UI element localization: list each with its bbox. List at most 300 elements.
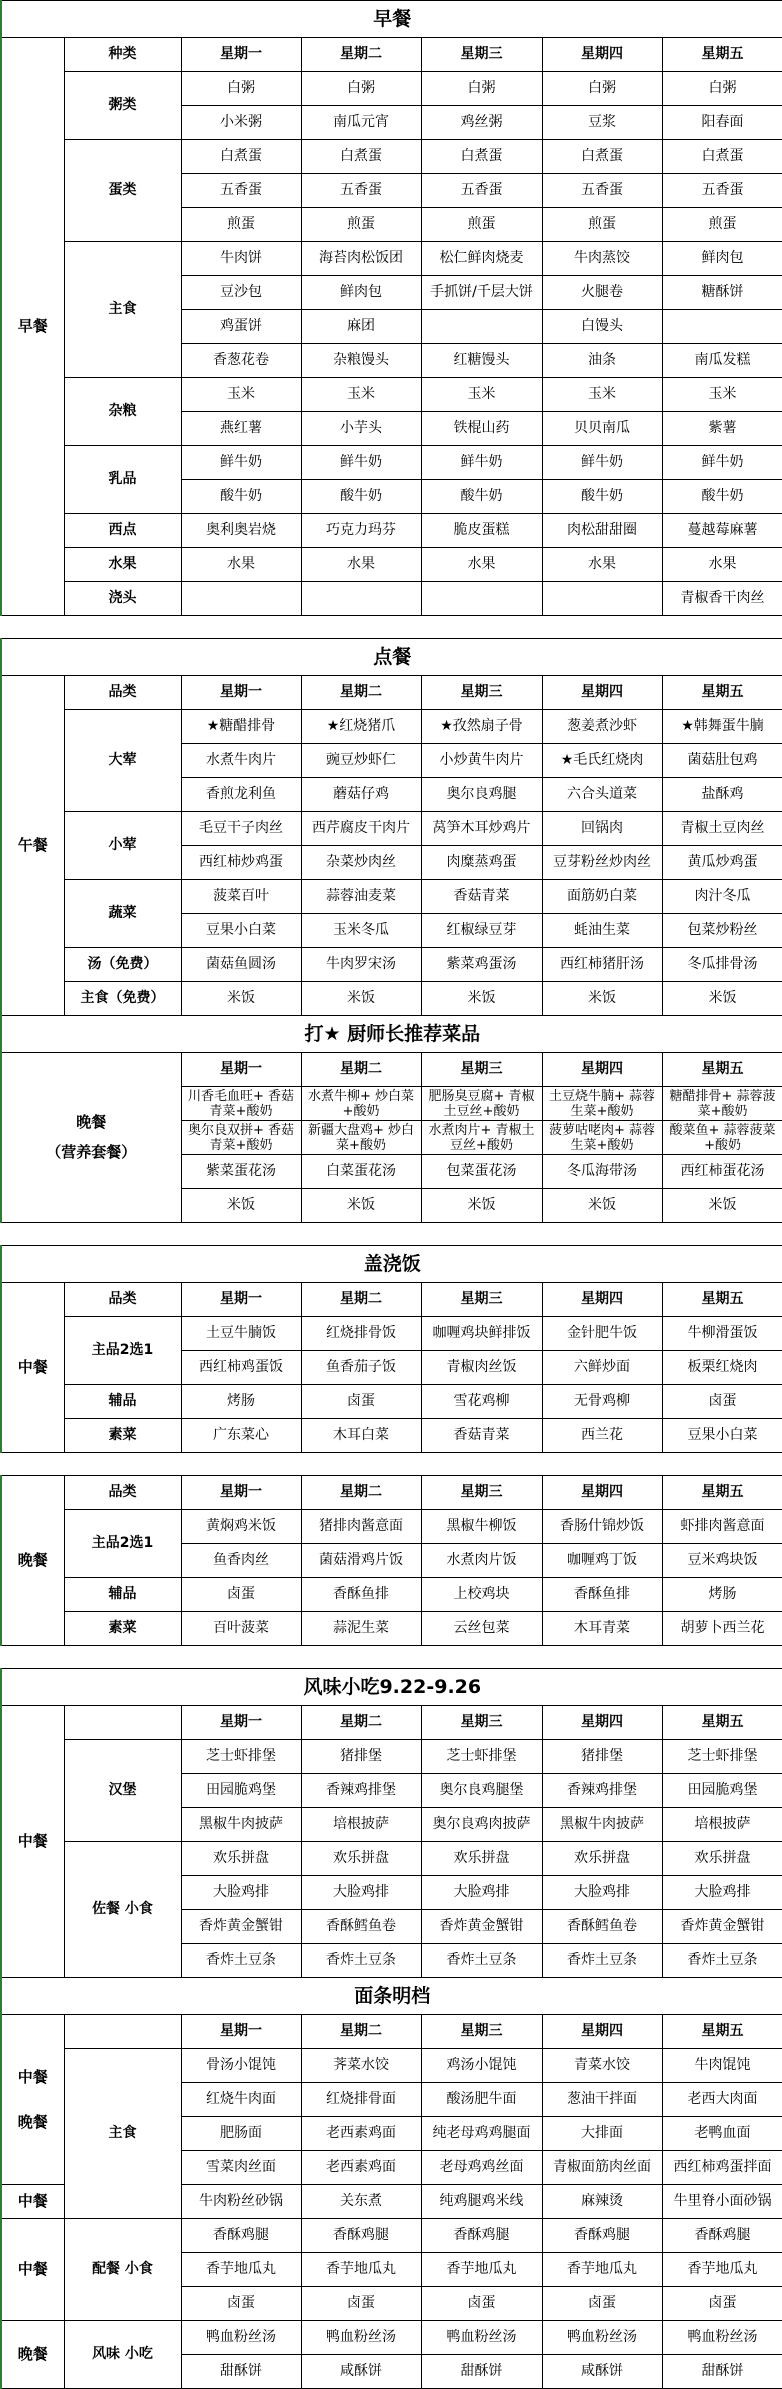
dish-cell: 鲜牛奶	[662, 446, 782, 480]
order-section-title: 点餐	[1, 639, 782, 676]
dish-cell: 红烧排骨饭	[301, 1317, 421, 1351]
dish-cell: 大脸鸡排	[421, 1876, 542, 1910]
day-header-1: 星期一	[181, 1283, 301, 1317]
dish-cell: 糖酥饼	[662, 276, 782, 310]
dish-cell: 米饭	[662, 1189, 782, 1223]
dish-cell: 米饭	[421, 1189, 542, 1223]
table-row	[1, 1419, 782, 1453]
category-noodle-staple: 主食	[64, 2049, 181, 2219]
dish-cell: 五香蛋	[301, 174, 421, 208]
dish-cell: 白粥	[181, 72, 301, 106]
dish-cell: 火腿卷	[542, 276, 662, 310]
dish-cell: 菌菇鱼圆汤	[181, 948, 301, 982]
dish-cell: 煎蛋	[181, 208, 301, 242]
dish-cell: 菌菇滑鸡片饭	[301, 1544, 421, 1578]
dish-cell: 香酥鸡腿	[421, 2219, 542, 2253]
day-header-4: 星期四	[542, 1706, 662, 1740]
table-row	[1, 2219, 782, 2253]
header-row	[1, 676, 782, 710]
dish-cell: 豆米鸡块饭	[662, 1544, 782, 1578]
dish-cell: 香芋地瓜丸	[421, 2253, 542, 2287]
table-row	[1, 2049, 782, 2083]
dish-cell: 香酥鸡腿	[301, 2219, 421, 2253]
rice-bowl-section-title-row	[1, 1246, 782, 1283]
dish-cell: 川香毛血旺+ 香菇青菜+酸奶	[181, 1087, 301, 1121]
dish-cell: 老鸭血面	[662, 2117, 782, 2151]
dish-cell: 白菜蛋花汤	[301, 1155, 421, 1189]
dish-cell: 蚝油生菜	[542, 914, 662, 948]
dish-cell: 香炸土豆条	[542, 1944, 662, 1978]
dish-cell: 欢乐拼盘	[662, 1842, 782, 1876]
dish-cell: 培根披萨	[662, 1808, 782, 1842]
dish-cell: 甜酥饼	[662, 2355, 782, 2389]
dish-cell: 南瓜元宵	[301, 106, 421, 140]
table-row	[1, 582, 782, 616]
dish-cell: 玉米	[301, 378, 421, 412]
rice-bowl-section-title: 盖浇饭	[1, 1246, 782, 1283]
dish-cell: 云丝包菜	[421, 1612, 542, 1646]
dish-cell: 酸菜鱼+ 蒜蓉菠菜+酸奶	[662, 1121, 782, 1155]
dish-cell: 香炸土豆条	[181, 1944, 301, 1978]
dish-cell: 纯老母鸡鸡腿面	[421, 2117, 542, 2151]
table-row	[1, 982, 782, 1016]
day-header-2: 星期二	[301, 1706, 421, 1740]
dish-cell: 白馒头	[542, 310, 662, 344]
dish-cell: 猪排堡	[542, 1740, 662, 1774]
dish-cell: 烤肠	[181, 1385, 301, 1419]
dish-cell: 关东煮	[301, 2185, 421, 2219]
dish-cell: 红烧排骨面	[301, 2083, 421, 2117]
dish-cell: 香酥鸡腿	[662, 2219, 782, 2253]
dish-cell: 培根披萨	[301, 1808, 421, 1842]
dish-cell: 烤肠	[662, 1578, 782, 1612]
meal-dinner-set	[1, 1053, 181, 1223]
table-row	[1, 812, 782, 846]
table-row	[1, 1842, 782, 1876]
dish-cell: 油条	[542, 344, 662, 378]
dish-cell: 小芋头	[301, 412, 421, 446]
dish-cell: 肉汁冬瓜	[662, 880, 782, 914]
dish-cell: 木耳青菜	[542, 1612, 662, 1646]
dish-cell: 水果	[542, 548, 662, 582]
dish-cell: 菠萝咕咾肉+ 蒜蓉生菜+酸奶	[542, 1121, 662, 1155]
dish-cell: 白煮蛋	[421, 140, 542, 174]
dish-cell: 大脸鸡排	[542, 1876, 662, 1910]
dish-cell: 肉松甜甜圈	[542, 514, 662, 548]
category-header: 品类	[64, 1283, 181, 1317]
dish-cell: 咖喱鸡块鲜排饭	[421, 1317, 542, 1351]
dish-cell: 猪排堡	[301, 1740, 421, 1774]
dish-cell: ★韩舞蛋牛腩	[662, 710, 782, 744]
dish-cell: 雪花鸡柳	[421, 1385, 542, 1419]
dish-cell: 五香蛋	[542, 174, 662, 208]
dish-cell: 咸酥饼	[301, 2355, 421, 2389]
dish-cell: 煎蛋	[662, 208, 782, 242]
day-header-2: 星期二	[301, 676, 421, 710]
category-header: 品类	[64, 676, 181, 710]
dish-cell: 香芋地瓜丸	[301, 2253, 421, 2287]
dish-cell: 鲜牛奶	[542, 446, 662, 480]
category-snack-sides: 佐餐 小食	[64, 1842, 181, 1978]
dish-cell: 包菜炒粉丝	[662, 914, 782, 948]
dish-cell: 手抓饼/千层大饼	[421, 276, 542, 310]
dish-cell: 五香蛋	[421, 174, 542, 208]
dish-cell: 香酥鱼排	[301, 1578, 421, 1612]
dish-cell: 包菜蛋花汤	[421, 1155, 542, 1189]
dish-cell: 脆皮蛋糕	[421, 514, 542, 548]
dish-cell: 豆沙包	[181, 276, 301, 310]
dish-cell: 豆芽粉丝炒肉丝	[542, 846, 662, 880]
dish-cell: 南瓜发糕	[662, 344, 782, 378]
dish-cell: 酸牛奶	[301, 480, 421, 514]
dish-cell: 酸牛奶	[421, 480, 542, 514]
table-row	[1, 1740, 782, 1774]
dish-cell	[421, 582, 542, 616]
dish-cell: 煎蛋	[542, 208, 662, 242]
dish-cell: 米饭	[301, 1189, 421, 1223]
dish-cell: 木耳白菜	[301, 1419, 421, 1453]
dish-cell: 西兰花	[542, 1419, 662, 1453]
dish-cell: 牛肉蒸饺	[542, 242, 662, 276]
header-row	[1, 1053, 782, 1087]
dish-cell: 豆果小白菜	[181, 914, 301, 948]
table-row	[1, 1510, 782, 1544]
category-side: 辅品	[64, 1578, 181, 1612]
day-header-3: 星期三	[421, 1283, 542, 1317]
meal-breakfast: 早餐	[1, 38, 64, 616]
dish-cell: 香炸土豆条	[421, 1944, 542, 1978]
category-header	[64, 2015, 181, 2049]
dish-cell: 黑椒牛肉披萨	[542, 1808, 662, 1842]
day-header-4: 星期四	[542, 1053, 662, 1087]
dish-cell: 冬瓜排骨汤	[662, 948, 782, 982]
dish-cell: 鲜牛奶	[181, 446, 301, 480]
dish-cell: 蘑菇仔鸡	[301, 778, 421, 812]
dish-cell: 阳春面	[662, 106, 782, 140]
day-header-4: 星期四	[542, 676, 662, 710]
dish-cell: 西芹腐皮干肉片	[301, 812, 421, 846]
dish-cell: 广东菜心	[181, 1419, 301, 1453]
dish-cell: 黄焖鸡米饭	[181, 1510, 301, 1544]
category-header: 品类	[64, 1476, 181, 1510]
dish-cell: 大排面	[542, 2117, 662, 2151]
dish-cell: 巧克力玛芬	[301, 514, 421, 548]
dish-cell: 荠菜水饺	[301, 2049, 421, 2083]
category-side: 辅品	[64, 1385, 181, 1419]
day-header-5: 星期五	[662, 1053, 782, 1087]
dish-cell: 杂粮馒头	[301, 344, 421, 378]
meal-noodle-lunch-dinner	[1, 2015, 64, 2185]
day-header-1: 星期一	[181, 676, 301, 710]
category-meat: 大荤	[64, 710, 181, 812]
dish-cell: 糖醋排骨+ 蒜蓉菠菜+酸奶	[662, 1087, 782, 1121]
dish-cell: 奥尔良鸡肉披萨	[421, 1808, 542, 1842]
noodle-section-title: 面条明档	[1, 1978, 782, 2015]
dish-cell: 煎蛋	[301, 208, 421, 242]
day-header-1: 星期一	[181, 38, 301, 72]
dish-cell: 老西素鸡面	[301, 2151, 421, 2185]
dish-cell: ★毛氏红烧肉	[542, 744, 662, 778]
dish-cell: 鲜肉包	[662, 242, 782, 276]
dish-cell: 铁棍山药	[421, 412, 542, 446]
dish-cell: 蒜蓉油麦菜	[301, 880, 421, 914]
dish-cell	[542, 582, 662, 616]
dish-cell: 豆果小白菜	[662, 1419, 782, 1453]
table-row	[1, 72, 782, 106]
day-header-4: 星期四	[542, 2015, 662, 2049]
dish-cell: ★孜然扇子骨	[421, 710, 542, 744]
dish-cell: 鱼香肉丝	[181, 1544, 301, 1578]
dish-cell: 牛肉饼	[181, 242, 301, 276]
category-main: 主品2选1	[64, 1317, 181, 1385]
noodle-section-title-row	[1, 1978, 782, 2015]
dish-cell: 香芋地瓜丸	[181, 2253, 301, 2287]
category-header: 种类	[64, 38, 181, 72]
category-rice: 主食（免费）	[64, 982, 181, 1016]
dish-cell: 西红柿炒鸡蛋	[181, 846, 301, 880]
snack-section-title-row	[1, 1669, 782, 1706]
dish-cell: 紫菜蛋花汤	[181, 1155, 301, 1189]
dish-cell: 胡萝卜西兰花	[662, 1612, 782, 1646]
dish-cell: 卤蛋	[301, 2287, 421, 2321]
dish-cell: 杂菜炒肉丝	[301, 846, 421, 880]
table-row	[1, 948, 782, 982]
header-row	[1, 38, 782, 72]
dish-cell: 卤蛋	[542, 2287, 662, 2321]
dish-cell: 鲜牛奶	[421, 446, 542, 480]
day-header-3: 星期三	[421, 38, 542, 72]
dish-cell: 香辣鸡排堡	[301, 1774, 421, 1808]
dish-cell: 玉米	[542, 378, 662, 412]
dish-cell: 奥利奥岩烧	[181, 514, 301, 548]
dish-cell: 金针肥牛饭	[542, 1317, 662, 1351]
day-header-4: 星期四	[542, 1283, 662, 1317]
dish-cell: 冬瓜海带汤	[542, 1155, 662, 1189]
day-header-5: 星期五	[662, 1476, 782, 1510]
table-row	[1, 2321, 782, 2355]
dish-cell: 田园脆鸡堡	[662, 1774, 782, 1808]
day-header-2: 星期二	[301, 1053, 421, 1087]
dish-cell: 鸭血粉丝汤	[662, 2321, 782, 2355]
dish-cell: 芝士虾排堡	[181, 1740, 301, 1774]
dish-cell: 无骨鸡柳	[542, 1385, 662, 1419]
dish-cell: 香炸黄金蟹钳	[662, 1910, 782, 1944]
dish-cell: 黑椒牛柳饭	[421, 1510, 542, 1544]
dish-cell: 百叶菠菜	[181, 1612, 301, 1646]
meal-noodle-lunch3: 中餐	[1, 2219, 64, 2321]
dish-cell: 白粥	[662, 72, 782, 106]
table-row	[1, 880, 782, 914]
dish-cell: ★红烧猪爪	[301, 710, 421, 744]
dish-cell	[662, 310, 782, 344]
meal-noodle-dinner2: 晚餐	[1, 2321, 64, 2389]
dish-cell: 白煮蛋	[542, 140, 662, 174]
dish-cell: 红糖馒头	[421, 344, 542, 378]
dish-cell: 青椒面筋肉丝面	[542, 2151, 662, 2185]
dish-cell: 西红柿蛋花汤	[662, 1155, 782, 1189]
dish-cell: 燕红薯	[181, 412, 301, 446]
dish-cell: 米饭	[542, 982, 662, 1016]
table-row	[1, 1317, 782, 1351]
breakfast-section-title: 早餐	[1, 1, 782, 38]
dish-cell: 香炸土豆条	[301, 1944, 421, 1978]
day-header-5: 星期五	[662, 2015, 782, 2049]
dish-cell: 水果	[421, 548, 542, 582]
breakfast-section-title-row	[1, 1, 782, 38]
dish-cell: 黄瓜炒鸡蛋	[662, 846, 782, 880]
dish-cell: 香菇青菜	[421, 880, 542, 914]
dish-cell: 水煮肉片饭	[421, 1544, 542, 1578]
meal-noodle-lunch2: 中餐	[1, 2185, 64, 2219]
dish-cell: 白粥	[301, 72, 421, 106]
meal-dinner: 晚餐	[1, 1476, 64, 1646]
table-row	[1, 446, 782, 480]
dish-cell: 豌豆炒虾仁	[301, 744, 421, 778]
spacer-row	[1, 1453, 782, 1476]
dish-cell: 猪排肉酱意面	[301, 1510, 421, 1544]
dish-cell: 麻团	[301, 310, 421, 344]
dish-cell: 欢乐拼盘	[421, 1842, 542, 1876]
dish-cell: 五香蛋	[662, 174, 782, 208]
header-row	[1, 1476, 782, 1510]
dish-cell: 米饭	[542, 1189, 662, 1223]
dish-cell: 芝士虾排堡	[421, 1740, 542, 1774]
category-dairy: 乳品	[64, 446, 181, 514]
dish-cell: 小炒黄牛肉片	[421, 744, 542, 778]
category-main: 主品2选1	[64, 1510, 181, 1578]
day-header-1: 星期一	[181, 1476, 301, 1510]
dish-cell: 卤蛋	[301, 1385, 421, 1419]
dish-cell: 白煮蛋	[301, 140, 421, 174]
dish-cell: 芝士虾排堡	[662, 1740, 782, 1774]
meal-label: 晚餐	[17, 2112, 48, 2131]
dish-cell: 牛肉馄饨	[662, 2049, 782, 2083]
dish-cell: 水果	[181, 548, 301, 582]
order-section-title-row	[1, 639, 782, 676]
dish-cell: 玉米	[421, 378, 542, 412]
dish-cell: 雪菜肉丝面	[181, 2151, 301, 2185]
dish-cell: 奥尔良鸡腿	[421, 778, 542, 812]
dish-cell: 米饭	[181, 1189, 301, 1223]
dish-cell: 青椒土豆肉丝	[662, 812, 782, 846]
category-fruit: 水果	[64, 548, 181, 582]
dish-cell: 西红柿鸡蛋饭	[181, 1351, 301, 1385]
dish-cell: 红烧牛肉面	[181, 2083, 301, 2117]
dish-cell: 白粥	[542, 72, 662, 106]
dish-cell: 大脸鸡排	[301, 1876, 421, 1910]
dish-cell: 紫菜鸡蛋汤	[421, 948, 542, 982]
dish-cell: 牛里脊小面砂锅	[662, 2185, 782, 2219]
dish-cell: 土豆烧牛腩+ 蒜蓉生菜+酸奶	[542, 1087, 662, 1121]
dish-cell: 欢乐拼盘	[301, 1842, 421, 1876]
dish-cell: 鸡丝粥	[421, 106, 542, 140]
day-header-3: 星期三	[421, 2015, 542, 2049]
dish-cell: 香炸黄金蟹钳	[181, 1910, 301, 1944]
dish-cell: 老西大肉面	[662, 2083, 782, 2117]
dish-cell: 青菜水饺	[542, 2049, 662, 2083]
dish-cell: 米饭	[421, 982, 542, 1016]
dish-cell: 面筋奶白菜	[542, 880, 662, 914]
dish-cell: 鲜肉包	[301, 276, 421, 310]
dish-cell: 老西素鸡面	[301, 2117, 421, 2151]
dish-cell: 白煮蛋	[662, 140, 782, 174]
day-header-5: 星期五	[662, 1283, 782, 1317]
dish-cell: 香菇青菜	[421, 1419, 542, 1453]
category-veg: 素菜	[64, 1612, 181, 1646]
dish-cell: 香炸土豆条	[662, 1944, 782, 1978]
day-header-1: 星期一	[181, 2015, 301, 2049]
dish-cell: 米饭	[301, 982, 421, 1016]
table-row	[1, 242, 782, 276]
dish-cell: 卤蛋	[662, 1385, 782, 1419]
dish-cell: 卤蛋	[181, 1578, 301, 1612]
day-header-2: 星期二	[301, 38, 421, 72]
snack-section-title: 风味小吃9.22-9.26	[1, 1669, 782, 1706]
dish-cell: 牛肉罗宋汤	[301, 948, 421, 982]
dish-cell: 水果	[301, 548, 421, 582]
dish-cell: 骨汤小馄饨	[181, 2049, 301, 2083]
dish-cell: 毛豆干子肉丝	[181, 812, 301, 846]
day-header-3: 星期三	[421, 1053, 542, 1087]
day-header-3: 星期三	[421, 1706, 542, 1740]
dish-cell: 鸭血粉丝汤	[421, 2321, 542, 2355]
dish-cell: 欢乐拼盘	[181, 1842, 301, 1876]
dish-cell: 白煮蛋	[181, 140, 301, 174]
chef-section-title: 打★ 厨师长推荐菜品	[1, 1016, 782, 1053]
dish-cell: 牛柳滑蛋饭	[662, 1317, 782, 1351]
dish-cell: 香辣鸡排堡	[542, 1774, 662, 1808]
dish-cell: 豆浆	[542, 106, 662, 140]
dish-cell: 黑椒牛肉披萨	[181, 1808, 301, 1842]
meal-label: 中餐	[17, 2067, 48, 2086]
dish-cell: 松仁鲜肉烧麦	[421, 242, 542, 276]
dish-cell: 水煮牛肉片	[181, 744, 301, 778]
header-row	[1, 1706, 782, 1740]
day-header-5: 星期五	[662, 38, 782, 72]
dish-cell: 咖喱鸡丁饭	[542, 1544, 662, 1578]
dish-cell: 卤蛋	[421, 2287, 542, 2321]
dish-cell: 甜酥饼	[421, 2355, 542, 2389]
dish-cell: 莴笋木耳炒鸡片	[421, 812, 542, 846]
dish-cell: 麻辣烫	[542, 2185, 662, 2219]
dish-cell: 青椒肉丝饭	[421, 1351, 542, 1385]
dish-cell: 玉米	[181, 378, 301, 412]
dish-cell: 香酥鸡腿	[181, 2219, 301, 2253]
table-row	[1, 514, 782, 548]
dish-cell: 板栗红烧肉	[662, 1351, 782, 1385]
dish-cell: 西红柿鸡蛋拌面	[662, 2151, 782, 2185]
category-eggs: 蛋类	[64, 140, 181, 242]
day-header-4: 星期四	[542, 38, 662, 72]
dish-cell: 鸡汤小馄饨	[421, 2049, 542, 2083]
dish-cell: 菌菇肚包鸡	[662, 744, 782, 778]
dish-cell: 香炸黄金蟹钳	[421, 1910, 542, 1944]
table-row	[1, 548, 782, 582]
section-spacer	[1, 1223, 782, 1246]
dish-cell: 六合头道菜	[542, 778, 662, 812]
dish-cell: 肉糜蒸鸡蛋	[421, 846, 542, 880]
day-header-3: 星期三	[421, 676, 542, 710]
dish-cell: 虾排肉酱意面	[662, 1510, 782, 1544]
dish-cell: 肥肠臭豆腐+ 青椒土豆丝+酸奶	[421, 1087, 542, 1121]
dish-cell: 香煎龙利鱼	[181, 778, 301, 812]
dish-cell: 鸭血粉丝汤	[542, 2321, 662, 2355]
dish-cell: 五香蛋	[181, 174, 301, 208]
dish-cell: 蔓越莓麻薯	[662, 514, 782, 548]
dish-cell: 牛肉粉丝砂锅	[181, 2185, 301, 2219]
dish-cell: 水果	[662, 548, 782, 582]
chef-section-title-row	[1, 1016, 782, 1053]
